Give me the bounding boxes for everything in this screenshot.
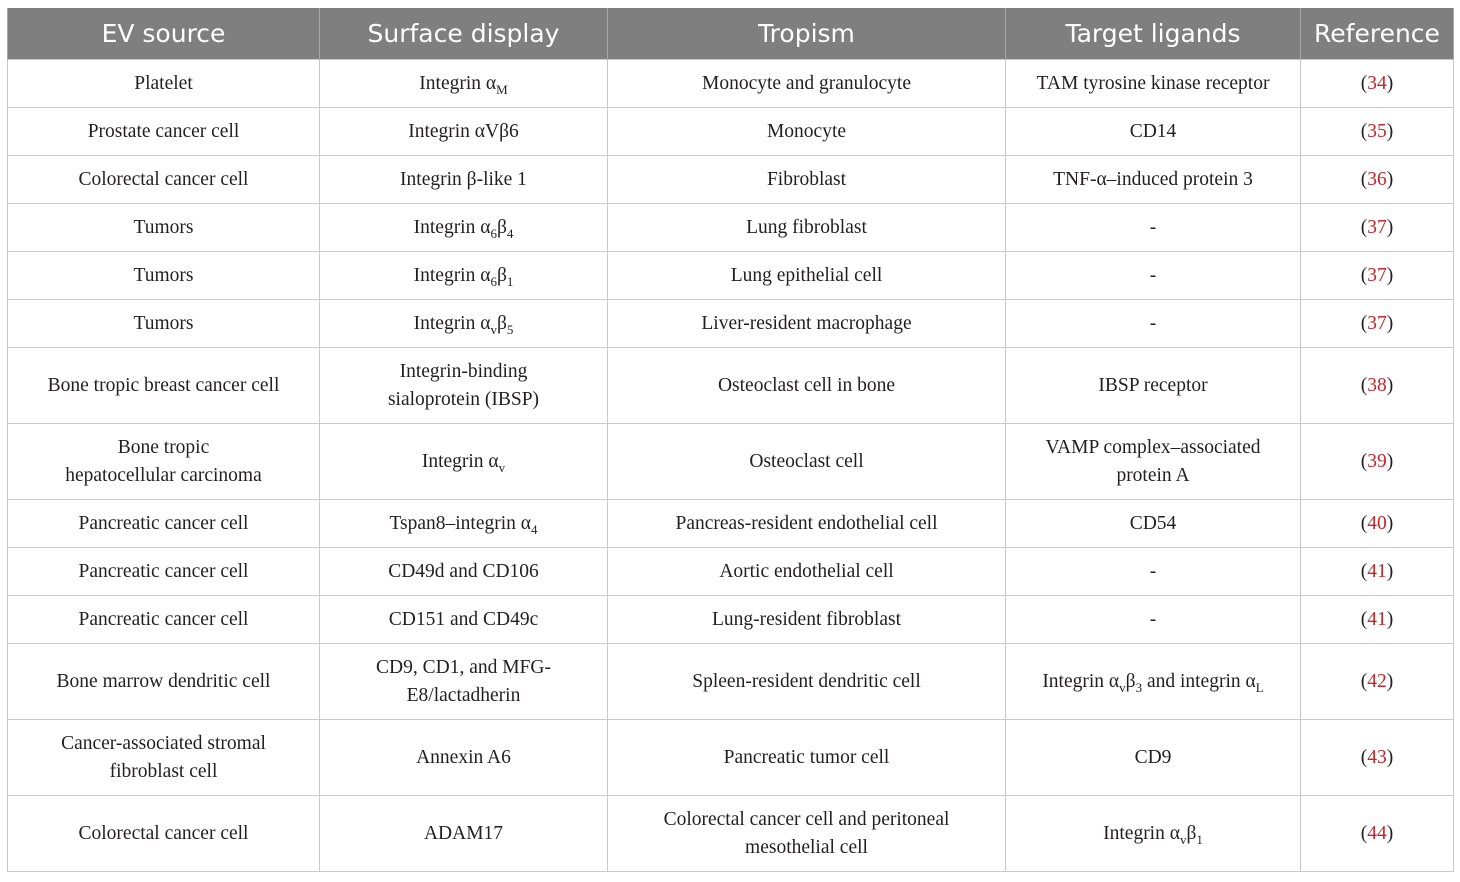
target-ligands-cell: TAM tyrosine kinase receptor bbox=[1006, 60, 1301, 108]
surface-display-cell: ADAM17 bbox=[320, 796, 608, 872]
reference-link[interactable]: 35 bbox=[1367, 120, 1387, 142]
subscript: 3 bbox=[1135, 679, 1143, 695]
surface-display-text: Tspan8–integrin α bbox=[389, 512, 532, 534]
target-ligands-cell: - bbox=[1006, 204, 1301, 252]
reference-link[interactable]: 40 bbox=[1367, 512, 1387, 534]
target-ligands-cell bbox=[1006, 644, 1301, 720]
subscript: 5 bbox=[506, 321, 514, 337]
tropism-cell: Aortic endothelial cell bbox=[608, 548, 1006, 596]
tropism-cell: Osteoclast cell in bone bbox=[608, 348, 1006, 424]
table-row bbox=[8, 644, 1454, 720]
target-ligands-cell bbox=[1006, 796, 1301, 872]
header-surface-display: Surface display bbox=[320, 8, 608, 60]
tropism-cell: Liver-resident macrophage bbox=[608, 300, 1006, 348]
ev-source-cell: Tumors bbox=[8, 300, 320, 348]
reference-link[interactable]: 36 bbox=[1367, 168, 1387, 190]
reference-link[interactable]: 43 bbox=[1367, 746, 1387, 768]
subscript: v bbox=[1179, 831, 1187, 847]
header-reference: Reference bbox=[1301, 8, 1454, 60]
subscript: M bbox=[496, 81, 508, 97]
target-ligands-line: VAMP complex–associated bbox=[1045, 436, 1261, 458]
ev-source-cell: Bone tropic breast cancer cell bbox=[8, 348, 320, 424]
subscript: 6 bbox=[490, 225, 497, 241]
tropism-cell: Monocyte bbox=[608, 108, 1006, 156]
table-row bbox=[8, 60, 1454, 108]
target-ligands-text: Integrin α bbox=[1042, 670, 1120, 692]
ev-source-cell: Colorectal cancer cell bbox=[8, 796, 320, 872]
table-row bbox=[8, 424, 1454, 500]
table-header bbox=[8, 8, 1454, 60]
reference-link[interactable]: 37 bbox=[1367, 216, 1387, 238]
surface-display-text: Integrin α bbox=[421, 450, 499, 472]
subscript: 6 bbox=[490, 273, 497, 289]
table-body bbox=[8, 60, 1454, 872]
reference-cell: (41) bbox=[1301, 596, 1454, 644]
tropism-cell: Pancreatic tumor cell bbox=[608, 720, 1006, 796]
target-ligands-cell: CD54 bbox=[1006, 500, 1301, 548]
reference-cell: (36) bbox=[1301, 156, 1454, 204]
tropism-cell bbox=[608, 796, 1006, 872]
reference-cell: (37) bbox=[1301, 252, 1454, 300]
ev-source-line: Bone tropic bbox=[117, 436, 210, 458]
reference-link[interactable]: 39 bbox=[1367, 450, 1387, 472]
surface-display-line: E8/lactadherin bbox=[406, 684, 521, 706]
reference-link[interactable]: 37 bbox=[1367, 264, 1387, 286]
surface-display-text: Integrin α bbox=[413, 264, 491, 286]
tropism-cell: Lung-resident fibroblast bbox=[608, 596, 1006, 644]
subscript: v bbox=[1119, 679, 1126, 695]
surface-display-cell bbox=[320, 252, 608, 300]
table-row bbox=[8, 596, 1454, 644]
subscript: 1 bbox=[506, 273, 514, 289]
surface-display-text: β bbox=[496, 216, 507, 238]
surface-display-cell bbox=[320, 644, 608, 720]
target-ligands-cell: - bbox=[1006, 252, 1301, 300]
reference-cell: (41) bbox=[1301, 548, 1454, 596]
subscript: 1 bbox=[1196, 831, 1203, 847]
ev-source-line: hepatocellular carcinoma bbox=[65, 464, 262, 486]
tropism-cell: Fibroblast bbox=[608, 156, 1006, 204]
ev-source-cell: Pancreatic cancer cell bbox=[8, 548, 320, 596]
tropism-cell: Spleen-resident dendritic cell bbox=[608, 644, 1006, 720]
ev-source-line: Cancer-associated stromal bbox=[61, 732, 266, 754]
table-row bbox=[8, 720, 1454, 796]
ev-source-cell: Prostate cancer cell bbox=[8, 108, 320, 156]
subscript: v bbox=[490, 321, 497, 337]
table-row bbox=[8, 156, 1454, 204]
reference-link[interactable]: 41 bbox=[1367, 608, 1387, 630]
target-ligands-cell: - bbox=[1006, 548, 1301, 596]
target-ligands-cell: - bbox=[1006, 300, 1301, 348]
target-ligands-cell: CD14 bbox=[1006, 108, 1301, 156]
ev-source-cell: Tumors bbox=[8, 252, 320, 300]
table-row bbox=[8, 300, 1454, 348]
tropism-line: Colorectal cancer cell and peritoneal bbox=[663, 808, 950, 830]
subscript: v bbox=[498, 459, 506, 475]
ev-source-cell: Pancreatic cancer cell bbox=[8, 500, 320, 548]
reference-cell: (37) bbox=[1301, 300, 1454, 348]
surface-display-line: Integrin-binding bbox=[399, 360, 528, 382]
surface-display-cell bbox=[320, 500, 608, 548]
reference-cell: (43) bbox=[1301, 720, 1454, 796]
table-row bbox=[8, 204, 1454, 252]
table-row bbox=[8, 500, 1454, 548]
ev-source-cell: Bone marrow dendritic cell bbox=[8, 644, 320, 720]
target-ligands-cell: CD9 bbox=[1006, 720, 1301, 796]
target-ligands-text: Integrin α bbox=[1103, 822, 1180, 844]
target-ligands-text: β bbox=[1125, 670, 1136, 692]
table-row bbox=[8, 252, 1454, 300]
reference-link[interactable]: 34 bbox=[1367, 72, 1387, 94]
surface-display-cell: CD151 and CD49c bbox=[320, 596, 608, 644]
target-ligands-cell: IBSP receptor bbox=[1006, 348, 1301, 424]
reference-cell: (38) bbox=[1301, 348, 1454, 424]
tropism-cell: Osteoclast cell bbox=[608, 424, 1006, 500]
surface-display-cell bbox=[320, 348, 608, 424]
target-ligands-cell: TNF-α–induced protein 3 bbox=[1006, 156, 1301, 204]
ev-targeting-table bbox=[7, 8, 1454, 872]
reference-cell: (40) bbox=[1301, 500, 1454, 548]
ev-source-cell: Colorectal cancer cell bbox=[8, 156, 320, 204]
header-target-ligands: Target ligands bbox=[1006, 8, 1301, 60]
reference-link[interactable]: 44 bbox=[1367, 822, 1387, 844]
surface-display-cell bbox=[320, 300, 608, 348]
target-ligands-cell bbox=[1006, 424, 1301, 500]
target-ligands-line: protein A bbox=[1116, 464, 1190, 486]
tropism-cell: Pancreas-resident endothelial cell bbox=[608, 500, 1006, 548]
surface-display-cell: Integrin β-like 1 bbox=[320, 156, 608, 204]
surface-display-text: Integrin α bbox=[419, 72, 497, 94]
reference-cell: (37) bbox=[1301, 204, 1454, 252]
reference-cell: (44) bbox=[1301, 796, 1454, 872]
tropism-cell: Lung epithelial cell bbox=[608, 252, 1006, 300]
surface-display-cell: CD49d and CD106 bbox=[320, 548, 608, 596]
surface-display-line: sialoprotein (IBSP) bbox=[387, 388, 540, 410]
ev-source-line: fibroblast cell bbox=[109, 760, 218, 782]
surface-display-cell: Integrin αVβ6 bbox=[320, 108, 608, 156]
surface-display-line: CD9, CD1, and MFG- bbox=[376, 656, 551, 678]
reference-link[interactable]: 38 bbox=[1367, 374, 1387, 396]
subscript: 4 bbox=[531, 521, 538, 537]
tropism-cell: Monocyte and granulocyte bbox=[608, 60, 1006, 108]
subscript: L bbox=[1255, 679, 1264, 695]
surface-display-text: Integrin α bbox=[413, 312, 491, 334]
ev-source-cell bbox=[8, 424, 320, 500]
reference-link[interactable]: 37 bbox=[1367, 312, 1387, 334]
reference-cell: (42) bbox=[1301, 644, 1454, 720]
ev-source-cell: Pancreatic cancer cell bbox=[8, 596, 320, 644]
ev-source-cell: Tumors bbox=[8, 204, 320, 252]
table-row bbox=[8, 796, 1454, 872]
reference-cell: (39) bbox=[1301, 424, 1454, 500]
surface-display-text: Integrin α bbox=[413, 216, 491, 238]
table-row bbox=[8, 108, 1454, 156]
surface-display-text: β bbox=[496, 312, 507, 334]
surface-display-text: β bbox=[496, 264, 507, 286]
ev-source-cell bbox=[8, 720, 320, 796]
target-ligands-text: β bbox=[1186, 822, 1197, 844]
subscript: 4 bbox=[506, 225, 514, 241]
table-row bbox=[8, 348, 1454, 424]
header-ev-source: EV source bbox=[8, 8, 320, 60]
surface-display-cell bbox=[320, 204, 608, 252]
surface-display-cell bbox=[320, 424, 608, 500]
table-row bbox=[8, 548, 1454, 596]
target-ligands-cell: - bbox=[1006, 596, 1301, 644]
header-tropism: Tropism bbox=[608, 8, 1006, 60]
ev-source-cell: Platelet bbox=[8, 60, 320, 108]
header-row bbox=[8, 8, 1454, 60]
target-ligands-text: and integrin α bbox=[1142, 670, 1256, 692]
reference-link[interactable]: 41 bbox=[1367, 560, 1387, 582]
tropism-line: mesothelial cell bbox=[745, 836, 868, 858]
reference-link[interactable]: 42 bbox=[1367, 670, 1387, 692]
reference-cell: (34) bbox=[1301, 60, 1454, 108]
tropism-cell: Lung fibroblast bbox=[608, 204, 1006, 252]
surface-display-cell: Annexin A6 bbox=[320, 720, 608, 796]
surface-display-cell bbox=[320, 60, 608, 108]
reference-cell: (35) bbox=[1301, 108, 1454, 156]
